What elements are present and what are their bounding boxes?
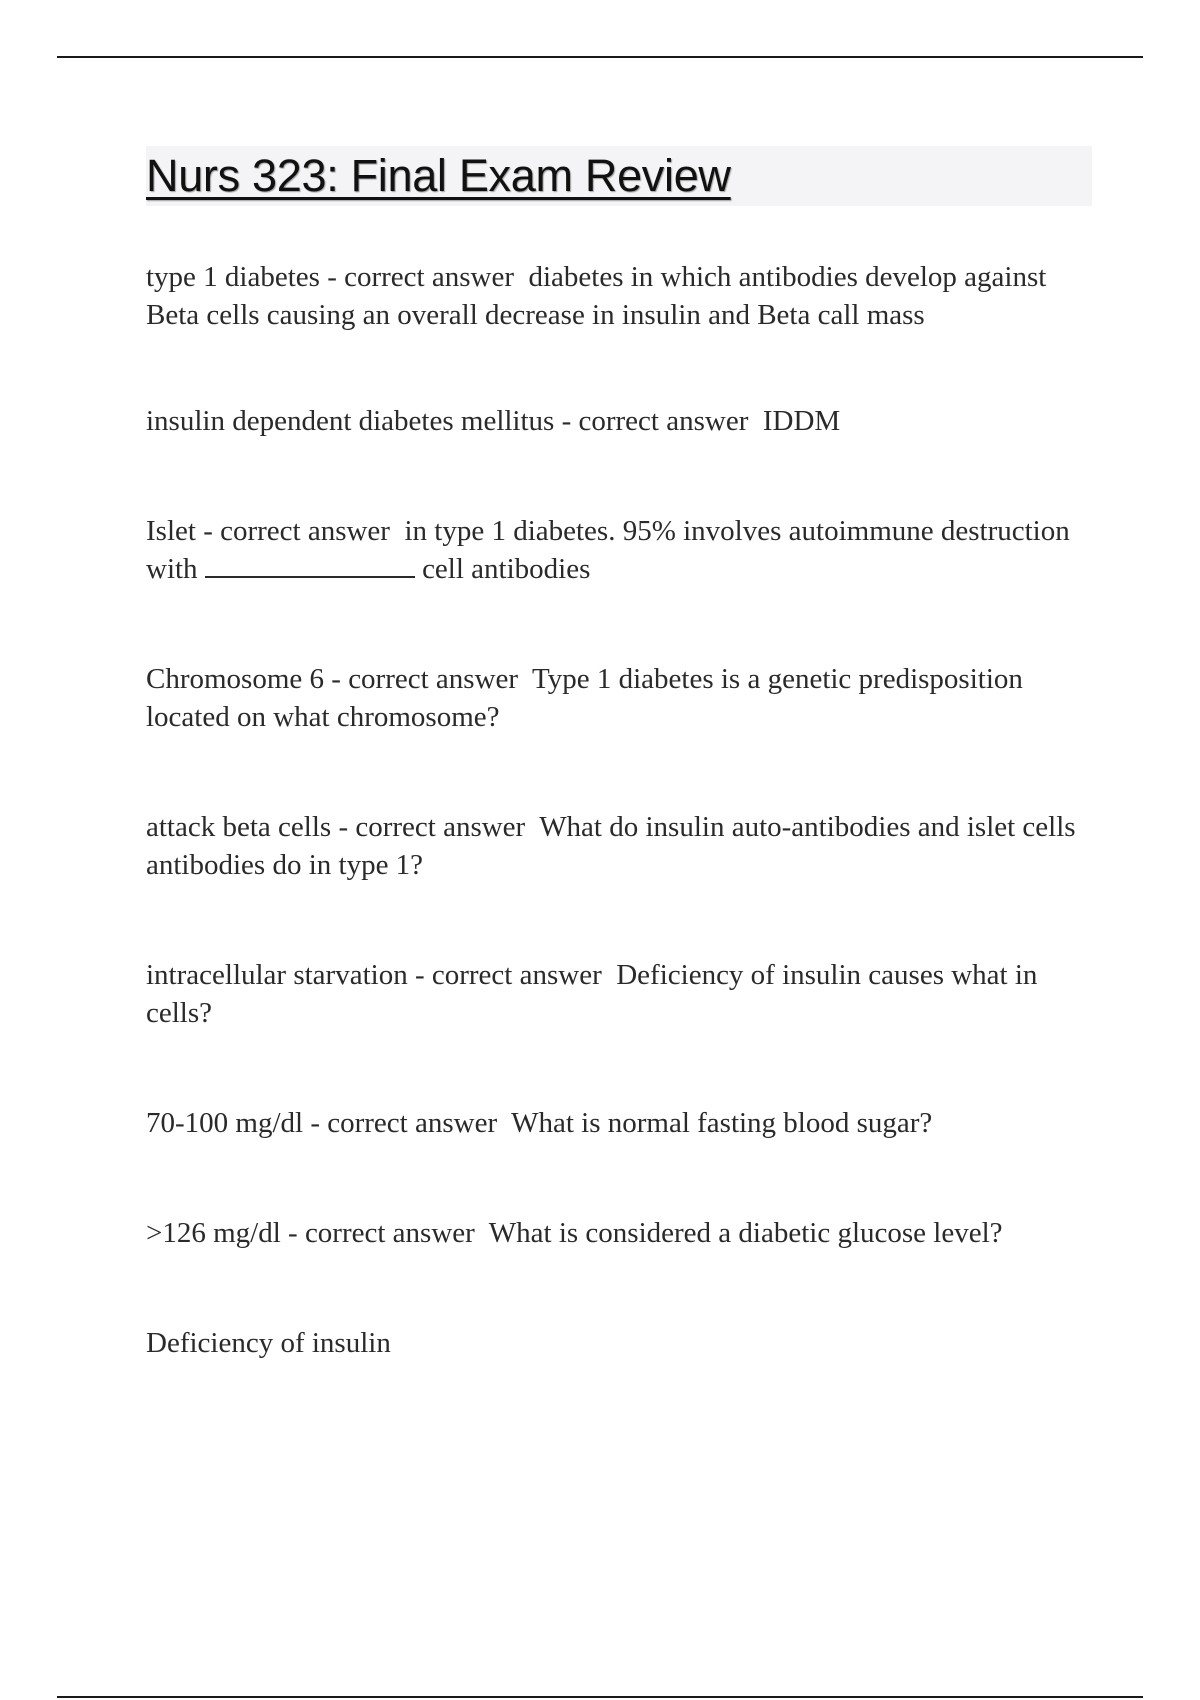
- list-item: [146, 808, 1086, 884]
- list-item: [146, 1214, 1086, 1252]
- entry-definition: in type 1 diabetes. 95% involves autoimmune destruction with: [146, 515, 1077, 585]
- entry-definition: diabetes in which antibodies develop against Beta cells causing an overall decrease in insulin and Beta call mass: [146, 261, 1054, 331]
- entry-definition: What is considered a diabetic glucose level?: [488, 1217, 1003, 1249]
- entry-term: attack beta cells: [146, 811, 332, 843]
- top-rule: [57, 56, 1143, 58]
- fill-in-blank: [205, 552, 415, 578]
- list-item: [146, 660, 1086, 736]
- flashcard-list: [146, 258, 1086, 1434]
- list-item: [146, 402, 1086, 440]
- entry-term: intracellular starvation: [146, 959, 408, 991]
- bottom-rule: [57, 1696, 1143, 1698]
- entry-separator: - correct answer: [303, 1107, 512, 1139]
- entry-definition: Type 1 diabetes is a genetic predisposition located on what chromosome?: [146, 663, 1031, 733]
- entry-term: >126 mg/dl: [146, 1217, 281, 1249]
- entry-definition: Deficiency of insulin causes what in cells?: [146, 959, 1045, 1029]
- entry-term: insulin dependent diabetes mellitus: [146, 405, 555, 437]
- list-item: [146, 512, 1086, 588]
- entry-definition-continued: cell antibodies: [414, 553, 591, 585]
- entry-separator: - correct answer: [324, 663, 533, 695]
- entry-separator: - correct answer: [319, 261, 529, 293]
- list-item: [146, 1324, 1086, 1362]
- entry-term: 70-100 mg/dl: [146, 1107, 304, 1139]
- entry-separator: - correct answer: [195, 515, 405, 547]
- list-item: [146, 1104, 1086, 1142]
- entry-term: Chromosome 6: [146, 663, 325, 695]
- entry-separator: - correct answer: [280, 1217, 489, 1249]
- page-title: Nurs 323: Final Exam Review: [146, 150, 731, 201]
- entry-definition: IDDM: [762, 405, 841, 437]
- entry-definition: What do insulin auto-antibodies and islet cells antibodies do in type 1?: [146, 811, 1083, 881]
- list-item: [146, 956, 1086, 1032]
- entry-separator: - correct answer: [331, 811, 540, 843]
- entry-term: Deficiency of insulin: [146, 1327, 391, 1359]
- entry-term: Islet: [146, 515, 196, 547]
- entry-separator: - correct answer: [554, 405, 763, 437]
- entry-term: type 1 diabetes: [146, 261, 320, 293]
- entry-definition: What is normal fasting blood sugar?: [511, 1107, 933, 1139]
- entry-separator: - correct answer: [407, 959, 617, 991]
- list-item: [146, 258, 1086, 334]
